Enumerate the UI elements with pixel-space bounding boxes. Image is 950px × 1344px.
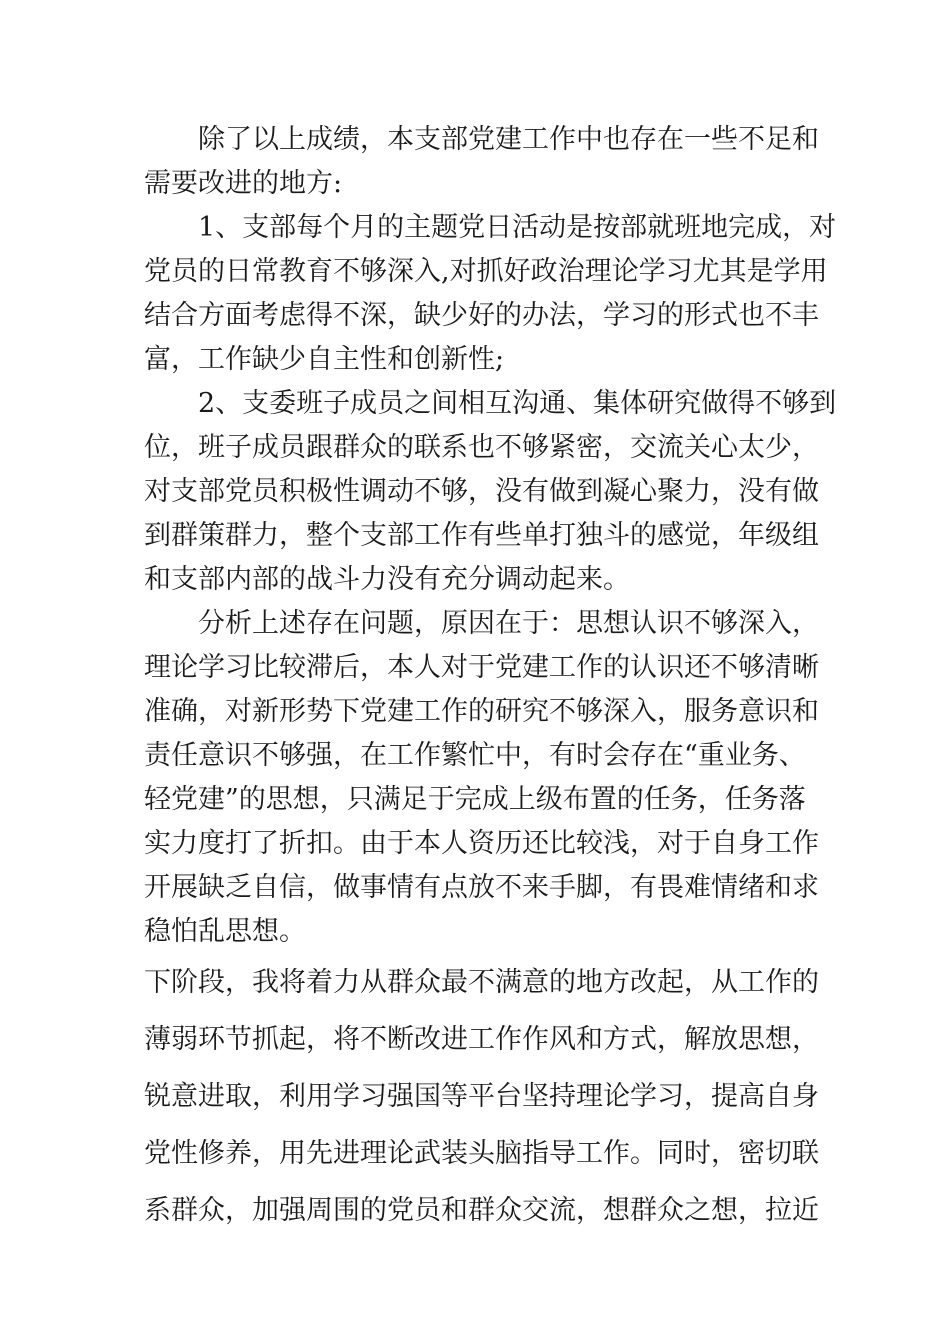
- text-line: 富，工作缺少自主性和创新性;: [144, 344, 505, 375]
- text-line: 责任意识不够强，在工作繁忙中，有时会存在“重业务、: [144, 740, 806, 771]
- text-line: 党性修养，用先进理论武装头脑指导工作。同时，密切联: [144, 1138, 819, 1169]
- text-line: 除了以上成绩，本支部党建工作中也存在一些不足和: [198, 124, 819, 155]
- text-line: 下阶段，我将着力从群众最不满意的地方改起，从工作的: [144, 967, 819, 998]
- text-line: 需要改进的地方:: [144, 168, 343, 199]
- text-line: 准确，对新形势下党建工作的研究不够深入，服务意识和: [144, 696, 819, 727]
- text-line: 对支部党员积极性调动不够，没有做到凝心聚力，没有做: [144, 476, 819, 507]
- text-line: 党员的日常教育不够深入,对抓好政治理论学习尤其是学用: [144, 256, 828, 287]
- text-line: 实力度打了折扣。由于本人资历还比较浅，对于自身工作: [144, 828, 819, 859]
- text-line: 2、支委班子成员之间相互沟通、集体研究做得不够到: [198, 388, 837, 419]
- text-line: 分析上述存在问题，原因在于：思想认识不够深入，: [198, 608, 819, 639]
- text-line: 系群众，加强周围的党员和群众交流，想群众之想，拉近: [144, 1195, 819, 1226]
- text-line: 和支部内部的战斗力没有充分调动起来。: [144, 564, 630, 595]
- text-line: 薄弱环节抓起，将不断改进工作作风和方式，解放思想，: [144, 1024, 819, 1055]
- text-line: 结合方面考虑得不深，缺少好的办法，学习的形式也不丰: [144, 300, 819, 331]
- text-line: 开展缺乏自信，做事情有点放不来手脚，有畏难情绪和求: [144, 872, 819, 903]
- text-line: 1、支部每个月的主题党日活动是按部就班地完成，对: [198, 212, 837, 243]
- text-line: 稳怕乱思想。: [144, 916, 306, 947]
- text-line: 到群策群力，整个支部工作有些单打独斗的感觉，年级组: [144, 520, 819, 551]
- text-line: 理论学习比较滞后，本人对于党建工作的认识还不够清晰: [144, 652, 819, 683]
- text-line: 轻党建”的思想，只满足于完成上级布置的任务，任务落: [144, 784, 806, 815]
- text-line: 位，班子成员跟群众的联系也不够紧密，交流关心太少，: [144, 432, 819, 463]
- text-line: 锐意进取，利用学习强国等平台坚持理论学习，提高自身: [144, 1081, 819, 1112]
